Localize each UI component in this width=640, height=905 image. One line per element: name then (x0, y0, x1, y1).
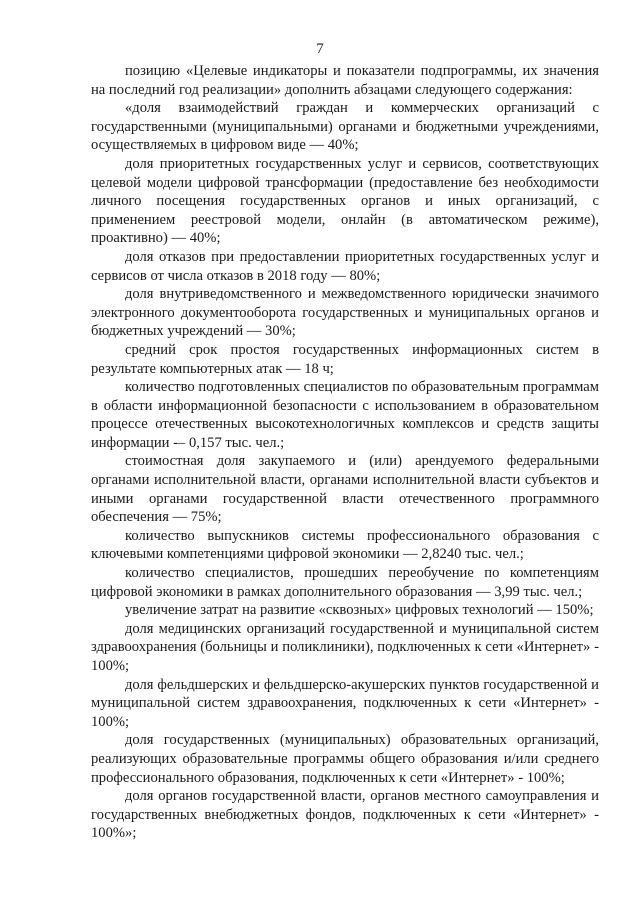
paragraph: доля отказов при предоставлении приоритетных государственных услуг и сервисов от числа отказов в 2018 году — 80%; (91, 248, 599, 284)
paragraph: доля фельдшерских и фельдшерско-акушерских пунктов государственной и муниципальной систем здравоохранения, подключенных к сети «Интернет» - 100%; (91, 676, 599, 730)
paragraph: количество подготовленных специалистов по образовательным программам в области информационной безопасности с использованием в образовательном процессе отечественных высокотехнологичных комплексов и средств защиты информации -– 0,157 тыс. чел.; (91, 379, 599, 451)
page-number: 7 (316, 41, 324, 57)
paragraph: количество выпускников системы профессионального образования с ключевыми компетенциями цифровой экономики — 2,8240 тыс. чел.; (91, 527, 599, 563)
paragraph: доля приоритетных государственных услуг и сервисов, соответствующих целевой модели цифровой трансформации (предоставление без необходимости личного посещения государственных органов и иных организаций, с применением реестровой модели, онлайн (в автоматическом режиме), проактивно) — 40%; (91, 155, 599, 247)
paragraph: средний срок простоя государственных информационных систем в результате компьютерных атак — 18 ч; (91, 341, 599, 377)
paragraph: доля медицинских организаций государственной и муниципальной систем здравоохранения (больницы и поликлиники), подключенных к сети «Интернет» - 100%; (91, 620, 599, 674)
paragraph: доля внутриведомственного и межведомственного юридически значимого электронного документооборота государственных и муниципальных органов и бюджетных учреждений — 30%; (91, 286, 599, 340)
paragraph: «доля взаимодействий граждан и коммерческих организаций с государственными (муниципальными) органами и бюджетными учреждениями, осуществляемых в цифровом виде — 40%; (91, 100, 599, 154)
document-body (91, 62, 599, 843)
paragraph: позицию «Целевые индикаторы и показатели подпрограммы, их значения на последний год реализации» дополнить абзацами следующего содержания: (91, 63, 599, 98)
paragraph: стоимостная доля закупаемого и (или) арендуемого федеральными органами исполнительной власти, органами исполнительной власти субъектов и иными органами государственной власти отечественного программного обеспечения — 75%; (91, 453, 599, 526)
paragraph: количество специалистов, прошедших переобучение по компетенциям цифровой экономики в рамках дополнительного образования — 3,99 тыс. чел.; (91, 565, 599, 600)
paragraph: доля органов государственной власти, органов местного самоуправления и государственных внебюджетных фондов, подключенных к сети «Интернет» - 100%»; (91, 788, 599, 842)
paragraph: увеличение затрат на развитие «сквозных» цифровых технологий — 150%; (125, 602, 594, 619)
paragraph: доля государственных (муниципальных) образовательных организаций, реализующих образовательные программы общего образования и/или среднего профессионального образования, подключенных к сети «Интернет» - 100%; (91, 732, 599, 786)
